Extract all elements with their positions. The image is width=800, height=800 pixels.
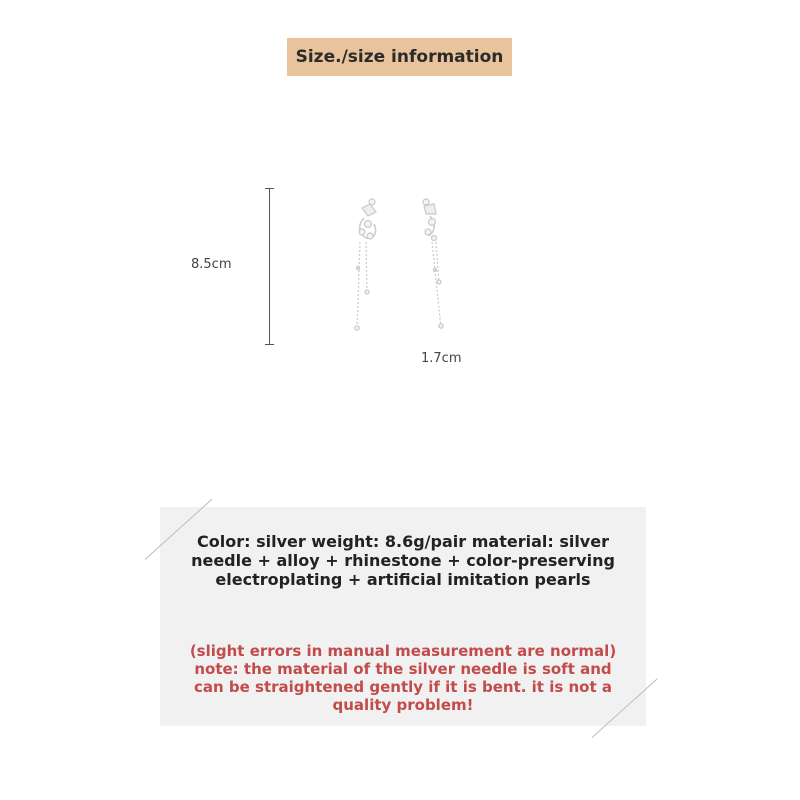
tassel-earrings-icon — [340, 190, 470, 340]
right-earring-icon — [423, 199, 443, 328]
size-info-badge — [287, 38, 512, 76]
left-earring-icon — [355, 199, 376, 330]
height-dimension-top-tick — [265, 188, 274, 189]
product-specs: Color: silver weight: 8.6g/pair material: silver needle + alloy + rhinestone + color-preserving electroplating + artificial imitation pearls — [191, 532, 615, 589]
size-info-title: Size./size information — [295, 47, 504, 67]
height-dimension-line — [269, 188, 270, 344]
height-label: 8.5cm — [191, 257, 232, 272]
measurement-note: (slight errors in manual measurement are normal) note: the material of the silver needle is soft and can be straightened gently if it is bent. it is not a quality problem! — [189, 642, 617, 714]
height-dimension-bottom-tick — [265, 344, 274, 345]
width-label: 1.7cm — [421, 351, 462, 366]
